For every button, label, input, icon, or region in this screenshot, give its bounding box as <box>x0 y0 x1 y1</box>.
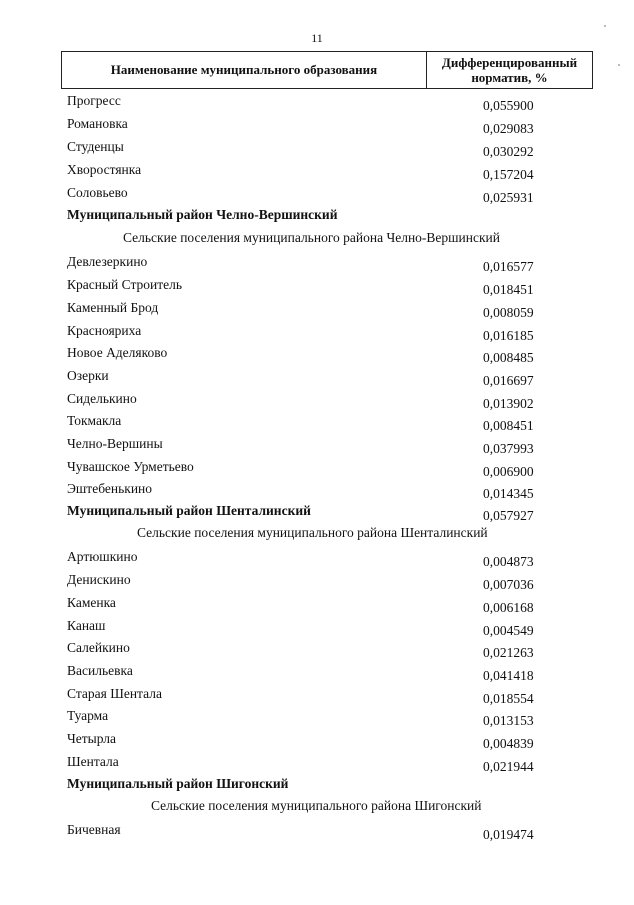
settlement-name: Эштебенькино <box>67 481 153 496</box>
table-row <box>67 754 542 776</box>
column-header-norm-line1: Дифференцированный <box>441 55 578 70</box>
table-row <box>67 413 542 435</box>
norm-value: 0,057927 <box>483 508 534 523</box>
district-row <box>67 207 542 229</box>
norm-value: 0,013153 <box>483 713 534 728</box>
norm-value: 0,014345 <box>483 486 534 501</box>
table-row <box>67 549 542 571</box>
table-row <box>67 686 542 708</box>
settlement-name: Чувашское Урметьево <box>67 459 194 474</box>
table-row <box>67 618 542 640</box>
table-row <box>67 254 542 276</box>
settlement-name: Озерки <box>67 368 109 383</box>
norm-value: 0,019474 <box>483 827 534 842</box>
table-row <box>67 323 542 345</box>
table-row <box>67 481 542 503</box>
norm-value: 0,016577 <box>483 259 534 274</box>
norm-value: 0,016697 <box>483 373 534 388</box>
section-subheader: Сельские поселения муниципального района Шенталинский <box>137 525 488 540</box>
settlement-name: Бичевная <box>67 822 121 837</box>
norm-value: 0,157204 <box>483 167 534 182</box>
norm-value: 0,008059 <box>483 305 534 320</box>
settlement-name: Старая Шентала <box>67 686 162 701</box>
norm-value: 0,006900 <box>483 464 534 479</box>
settlement-name: Краснояриха <box>67 323 142 338</box>
norm-value: 0,004873 <box>483 554 534 569</box>
norm-value: 0,008451 <box>483 418 534 433</box>
norm-value: 0,055900 <box>483 98 534 113</box>
settlement-name: Шентала <box>67 754 119 769</box>
table-row <box>67 640 542 662</box>
norm-value: 0,006168 <box>483 600 534 615</box>
section-subheader: Сельские поселения муниципального района Шигонский <box>151 798 482 813</box>
settlement-name: Романовка <box>67 116 128 131</box>
scan-edge-mark <box>604 25 606 27</box>
norm-value: 0,004839 <box>483 736 534 751</box>
table-row <box>67 300 542 322</box>
scan-edge-mark <box>618 64 620 66</box>
settlement-name: Канаш <box>67 618 106 633</box>
settlement-name: Туарма <box>67 708 109 723</box>
settlement-name: Четырла <box>67 731 117 746</box>
settlement-name: Красный Строитель <box>67 277 183 292</box>
table-row <box>67 116 542 138</box>
table-row <box>67 277 542 299</box>
settlement-name: Денискино <box>67 572 131 587</box>
table-row <box>67 345 542 367</box>
norm-value: 0,004549 <box>483 623 534 638</box>
settlement-name: Челно-Вершины <box>67 436 163 451</box>
district-row <box>67 776 542 798</box>
settlement-name: Соловьево <box>67 185 128 200</box>
table-row <box>67 368 542 390</box>
district-name: Муниципальный район Шигонский <box>67 776 289 791</box>
settlement-name: Каменный Брод <box>67 300 159 315</box>
table-row <box>67 822 542 844</box>
settlement-name: Хворостянка <box>67 162 142 177</box>
settlement-name: Сиделькино <box>67 391 137 406</box>
norm-value: 0,013902 <box>483 396 534 411</box>
norm-value: 0,021944 <box>483 759 534 774</box>
table-row <box>67 595 542 617</box>
settlement-name: Токмакла <box>67 413 122 428</box>
settlement-name: Каменка <box>67 595 116 610</box>
table-header <box>61 51 593 89</box>
norm-value: 0,029083 <box>483 121 534 136</box>
column-header-norm-line2: норматив, % <box>471 70 548 85</box>
norm-value: 0,018451 <box>483 282 534 297</box>
norm-value: 0,018554 <box>483 691 534 706</box>
settlement-name: Девлезеркино <box>67 254 148 269</box>
settlement-name: Новое Аделяково <box>67 345 168 360</box>
norm-value: 0,007036 <box>483 577 534 592</box>
table-row <box>67 93 542 115</box>
district-name: Муниципальный район Челно-Вершинский <box>67 207 338 222</box>
table-row <box>67 663 542 685</box>
norm-value: 0,037993 <box>483 441 534 456</box>
settlement-name: Салейкино <box>67 640 130 655</box>
table-row <box>67 139 542 161</box>
norm-value: 0,008485 <box>483 350 534 365</box>
settlement-name: Васильевка <box>67 663 133 678</box>
table-row <box>67 162 542 184</box>
column-header-name: Наименование муниципального образования <box>62 52 427 88</box>
norm-value: 0,021263 <box>483 645 534 660</box>
table-row <box>67 572 542 594</box>
column-header-norm <box>427 52 592 88</box>
section-subheader: Сельские поселения муниципального района Челно-Вершинский <box>123 230 501 245</box>
settlement-name: Прогресс <box>67 93 121 108</box>
district-name: Муниципальный район Шенталинский <box>67 503 311 518</box>
norm-value: 0,025931 <box>483 190 534 205</box>
table-row <box>67 708 542 730</box>
settlement-name: Студенцы <box>67 139 124 154</box>
norm-value: 0,030292 <box>483 144 534 159</box>
table-row <box>67 436 542 458</box>
norm-value: 0,041418 <box>483 668 534 683</box>
district-row <box>67 503 542 525</box>
settlement-name: Артюшкино <box>67 549 138 564</box>
table-row <box>67 185 542 207</box>
table-row <box>67 459 542 481</box>
table-row <box>67 731 542 753</box>
page-number: 11 <box>311 31 323 45</box>
table-row <box>67 391 542 413</box>
norm-value: 0,016185 <box>483 328 534 343</box>
